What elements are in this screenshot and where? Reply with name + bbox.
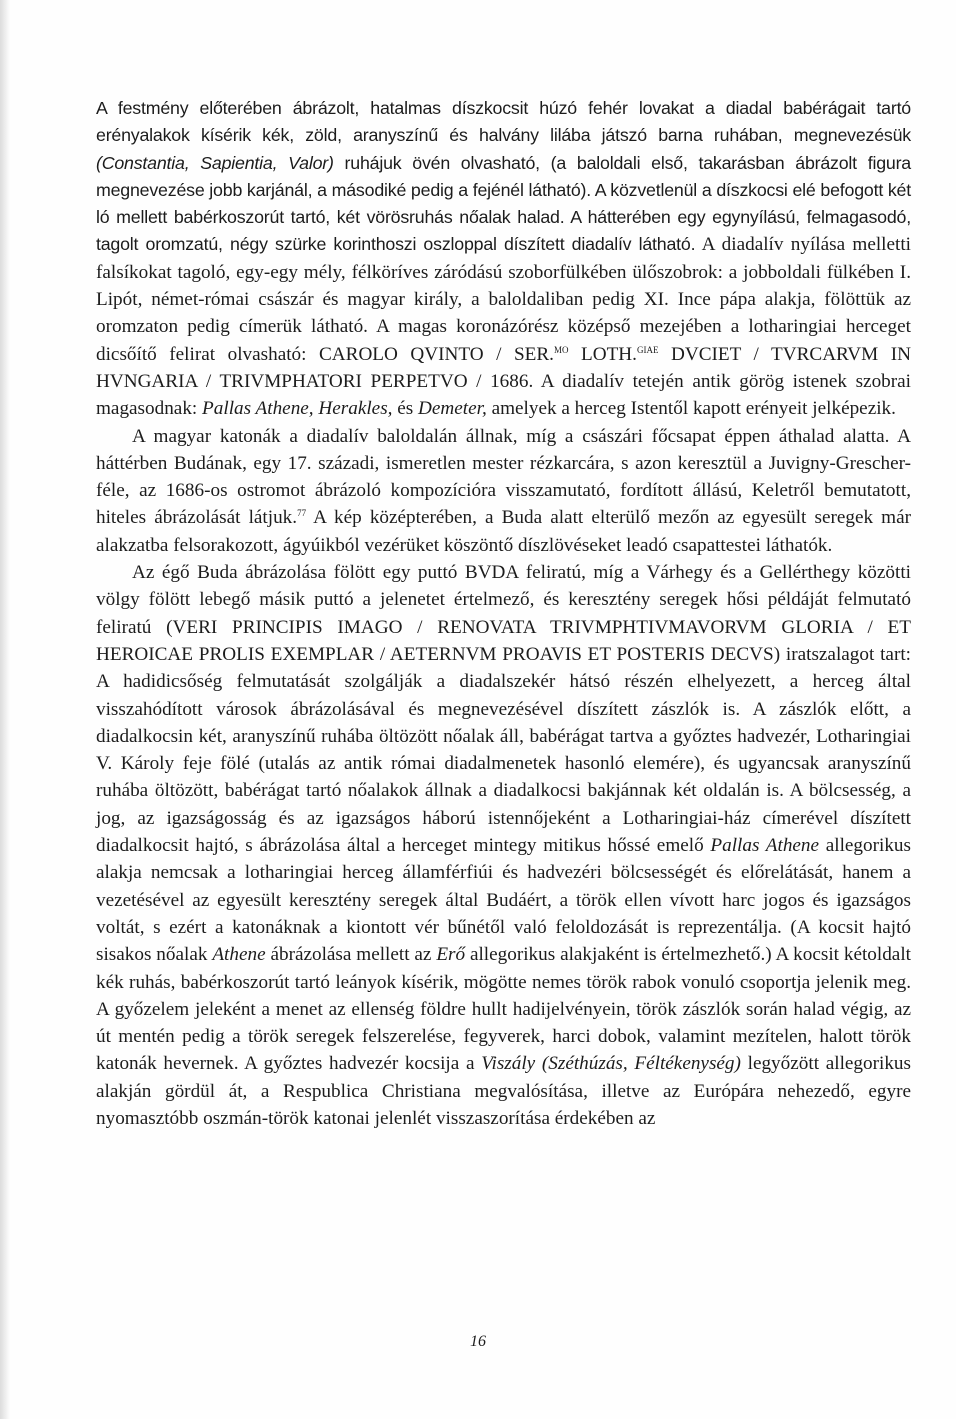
superscript-text: MO: [553, 344, 569, 355]
superscript-text: 77: [297, 508, 307, 519]
superscript-text: GIAE: [636, 344, 659, 355]
text-run: és: [392, 398, 419, 420]
text-run: ábrázolása mellett az: [265, 944, 437, 966]
text-run: A magyar katonák a diadalív baloldalán állnak, míg a császári főcsapat éppen áthalad alatta. A háttérben Budának, egy 17. századi, ismeretlen mester rézkarcára, s azon keresztül a Juvigny-Grescher-féle, az 1686-os ostromot ábrázoló kompozícióra visszamutató, fordított állású, Keletről bemutatott, hiteles ábrázolását látjuk.: [96, 425, 911, 529]
text-run: allegorikus alakjaként is értelmezhető.) A kocsit kétoldalt kék ruhás, babérkoszorút tartó leányok kísérik, mögötte nemes török rabok vonuló csoportja jelenik meg. A győzelem jeleként a menet az ellenség földre hullt hadijelvényein, török zászlók során halad végig, az út mentén pedig a török seregek felszerelése, fegyverek, harci dobok, valamint mezítelen, halott török katonák hevernek. A győztes hadvezér kocsija a: [96, 944, 911, 1075]
text-run: amelyek a herceg Istentől kapott erényeit jelképezik.: [486, 398, 896, 420]
page-number: 16: [470, 1333, 486, 1350]
text-run: allegorikus alakja nemcsak a lotharingiai herceg államférfiúi és hadvezéri bölcsességét és előrelátását, hanem a vezetésével az egyesült keresztény seregek által Budáért, a török ellen vívott harc jogos és igazságos voltát, s ezért a katonáknak a kiontott vér bűnétől való feloldozását is reprezentálja. (A kocsit hajtó sisakos nőalak: [96, 835, 911, 966]
italic-text: Demeter,: [418, 398, 487, 420]
text-run: legyőzött allegorikus alakján gördül át, a Respublica Christiana megvalósítása, illetve az Európára nehezedő, egyre nyomasztóbb oszmán-török katonai jelenlét visszaszorítása érdekében az: [96, 1053, 911, 1129]
paragraph: [96, 95, 911, 423]
italic-text: Athene: [212, 944, 266, 966]
italic-text: Viszály (Széthúzás, Féltékenység): [481, 1053, 741, 1075]
italic-text: Pallas Athene, Herakles,: [202, 398, 393, 420]
paragraph: [96, 423, 911, 559]
text-run: A festmény előterében ábrázolt, hatalmas díszkocsit húzó fehér lovakat a diadal babérágait tartó erényalakok kísérik kék, zöld, aranyszínű és halvány lilába játszó barna ruhában, megnevezésük: [96, 98, 911, 146]
document-page: [96, 95, 911, 1132]
text-run: LOTH.: [568, 343, 637, 365]
italic-text: Erő: [436, 944, 466, 966]
paragraph: [96, 559, 911, 1132]
text-body: [96, 95, 911, 1132]
text-run: A diadalív nyílása melletti falsíkokat tagoló, egy-egy mély, félköríves záródású szoborfülkében ülőszobrok: a jobboldali fülkében I. Lipót, német-római császár és magyar király, a baloldaliban pedig XI. Ince pápa alakja, fölöttük az oromzaton pedig címerük látható. A magas koronázórész középső mezejében a lotharingiai herceget dicsőítő felirat olvasható: CAROLO QVINTO / SER.: [96, 234, 912, 365]
text-run: ruhájuk övén olvasható, (a baloldali első, takarásban ábrázolt figura megnevezése jobb karjánál, a másodiké pedig a fejénél látható). A közvetlenül a díszkocsi elé befogott két ló mellett babérkoszorút tartó, két vörösruhás nőalak halad. A hátterében egy egynyílású, felmagasodó, tagolt oromzatú, négy szürke korinthoszi oszloppal díszített diadalív látható.: [96, 152, 911, 255]
text-run: DVCIET / TVRCARVM IN HVNGARIA / TRIVMPHATORI PERPETVO / 1686. A diadalív tetején antik görög istenek szobrai magasodnak:: [96, 343, 911, 420]
text-run: A kép középterében, a Buda alatt elterülő mezőn az egyesült seregek már alakzatba felsorakozott, ágyúikból vezérüket köszöntő díszlövéseket leadó csapattestei láthatók.: [96, 507, 911, 556]
italic-text: (Constantia, Sapientia, Valor): [96, 152, 334, 173]
italic-text: Pallas Athene: [710, 835, 820, 857]
text-run: Az égő Buda ábrázolása fölött egy puttó BVDA feliratú, míg a Várhegy és a Gellérthegy közötti völgy fölött lebegő másik puttó a jelenetet értelmező, és keresztény seregek hősi példáját felmutató feliratú (VERI PRINCIPIS IMAGO / RENOVATA TRIVMPHTIVMAVORVM GLORIA / ET HEROICAE PROLIS EXEMPLAR / AETERNVM PROAVIS ET POSTERIS DECVS) iratszalagot tart: A hadidicsőség felmutatását szolgálják a diadalszekér hátsó részén elhelyezett, a herceg által visszahódított városok ábrázolásával és megnevezésével díszített zászlók is. A zászlók előtt, a diadalkocsin két, aranyszínű ruhába öltözött nőalak áll, babérágat tartva a győztes hadvezér, Lotharingiai V. Károly feje fölé (utalás az antik római diadalmenetek hasonló elemére), és ugyancsak aranyszínű ruhába öltözött, babérágat tartó nőalakok állnak a diadalkocsi bakjánnak két oldalán is. A bölcsesség, a jog, az igazságosság és az igazságos háború istennőjeként a Lotharingiai-ház címerével díszített diadalkocsit hajtó, s ábrázolása által a herceget mintegy mitikus hőssé emelő: [96, 562, 911, 857]
page-edge-shadow: [0, 0, 10, 1419]
